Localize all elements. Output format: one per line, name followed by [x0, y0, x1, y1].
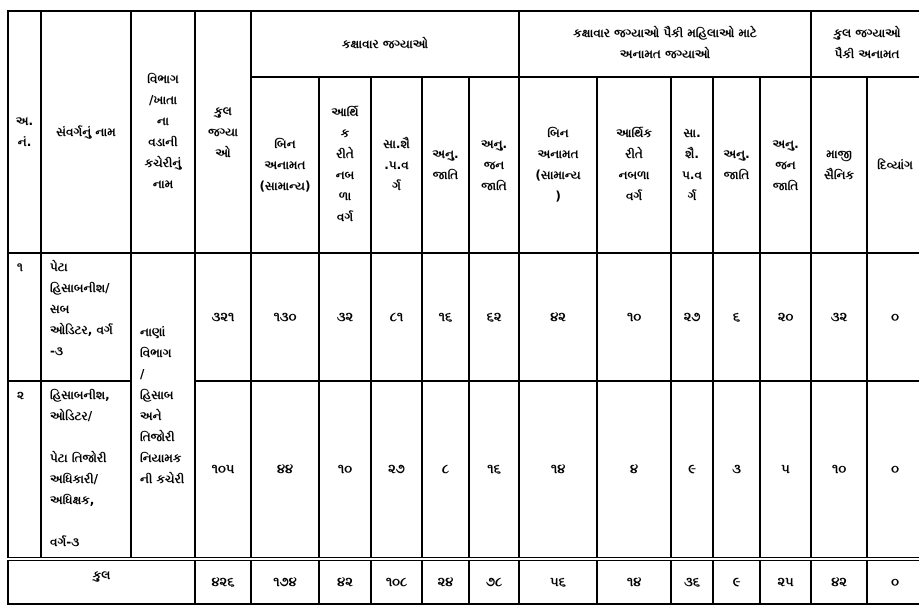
cell-ex-servicemen: ૩૨	[811, 253, 867, 381]
row-serial: ૧	[8, 253, 41, 381]
header-cat-sc: અનુ. જાતિ	[422, 77, 469, 253]
total-cat-sebc: ૧૦૮	[371, 559, 422, 604]
cell-women-sebc: ૨૭	[671, 253, 713, 381]
total-women-sc: ૯	[713, 559, 760, 604]
cell-women-unreserved: ૧૪	[519, 381, 597, 559]
cell-cat-ews: ૧૦	[319, 381, 371, 559]
total-cat-sc: ૨૪	[422, 559, 469, 604]
cell-women-sebc: ૯	[671, 381, 713, 559]
cell-women-unreserved: ૪૨	[519, 253, 597, 381]
header-total-posts: કુલ જગ્યા ઓ	[195, 11, 251, 253]
header-women-ews: આર્થિક રીતે નબળા વર્ગ	[597, 77, 671, 253]
cell-women-st: ૫	[760, 381, 811, 559]
cell-cat-unreserved: ૧૩૦	[251, 253, 319, 381]
total-women-unreserved: ૫૬	[519, 559, 597, 604]
header-cat-ews: આર્થિ ક રીતે નબ ળા વર્ગ	[319, 77, 371, 253]
total-women-sebc: ૩૬	[671, 559, 713, 604]
cell-women-st: ૨૦	[760, 253, 811, 381]
cell-women-sc: ૩	[713, 381, 760, 559]
posts-table	[7, 10, 919, 605]
cell-disabled: ૦	[867, 381, 919, 559]
cell-total-posts: ૧૦૫	[195, 381, 251, 559]
header-cadre-name: સંવર્ગનું નામ	[41, 11, 131, 253]
cell-cat-st: ૧૬	[469, 381, 519, 559]
cell-total-posts: ૩૨૧	[195, 253, 251, 381]
cell-disabled: ૦	[867, 253, 919, 381]
total-row	[8, 559, 919, 604]
header-row-1	[8, 11, 919, 77]
department-name: નાણાં વિભાગ / હિસાબ અને તિજોરી નિયામક ની કચેરી	[131, 253, 195, 559]
header-total-reserved: કુલ જગ્યાઓ પૈકી અનામત	[811, 11, 919, 77]
header-women-reserved: કક્ષાવાર જગ્યાઓ પૈકી મહિલાઓ માટે અનામત જગ્યાઓ	[519, 11, 811, 77]
cell-cat-st: ૬૨	[469, 253, 519, 381]
total-ex-servicemen: ૪૨	[811, 559, 867, 604]
cell-cat-unreserved: ૪૪	[251, 381, 319, 559]
cell-cat-sc: ૮	[422, 381, 469, 559]
cell-cat-sebc: ૨૭	[371, 381, 422, 559]
header-women-sebc: સા. શૈ. પ.વ ર્ગ	[671, 77, 713, 253]
row-serial: ૨	[8, 381, 41, 559]
header-category-posts: કક્ષાવાર જગ્યાઓ	[251, 11, 519, 77]
header-department: વિભાગ /ખાતા ના વડાની કચેરીનું નામ	[131, 11, 195, 253]
recruitment-table-container	[7, 10, 919, 605]
header-cat-unreserved: બિન અનામત (સામાન્ય)	[251, 77, 319, 253]
total-posts: ૪૨૬	[195, 559, 251, 604]
row-cadre-name: પેટા હિસાબનીશ/ સબ ઓડિટર, વર્ગ -૩	[41, 253, 131, 381]
header-disabled: દિવ્યાંગ	[867, 77, 919, 253]
cell-cat-sc: ૧૬	[422, 253, 469, 381]
cell-women-ews: ૪	[597, 381, 671, 559]
cell-cat-sebc: ૮૧	[371, 253, 422, 381]
total-women-ews: ૧૪	[597, 559, 671, 604]
cell-women-ews: ૧૦	[597, 253, 671, 381]
header-women-sc: અનુ. જાતિ	[713, 77, 760, 253]
header-ex-servicemen: માજી સૈનિક	[811, 77, 867, 253]
total-disabled: ૦	[867, 559, 919, 604]
header-women-unreserved: બિન અનામત (સામાન્ય )	[519, 77, 597, 253]
total-cat-st: ૭૮	[469, 559, 519, 604]
row-cadre-name: હિસાબનીશ, ઓડિટર/ પેટા તિજોરી અધિકારી/ અધિક્ષક, વર્ગ-૩	[41, 381, 131, 559]
cell-cat-ews: ૩૨	[319, 253, 371, 381]
total-cat-unreserved: ૧૭૪	[251, 559, 319, 604]
header-serial: અ. નં.	[8, 11, 41, 253]
header-cat-st: અનુ. જન જાતિ	[469, 77, 519, 253]
table-row	[8, 253, 919, 381]
total-women-st: ૨૫	[760, 559, 811, 604]
total-cat-ews: ૪૨	[319, 559, 371, 604]
cell-women-sc: ૬	[713, 253, 760, 381]
total-label: કુલ	[8, 559, 195, 604]
header-women-st: અનુ. જન જાતિ	[760, 77, 811, 253]
cell-ex-servicemen: ૧૦	[811, 381, 867, 559]
header-cat-sebc: સા.શૈ .પ.વ ર્ગ	[371, 77, 422, 253]
